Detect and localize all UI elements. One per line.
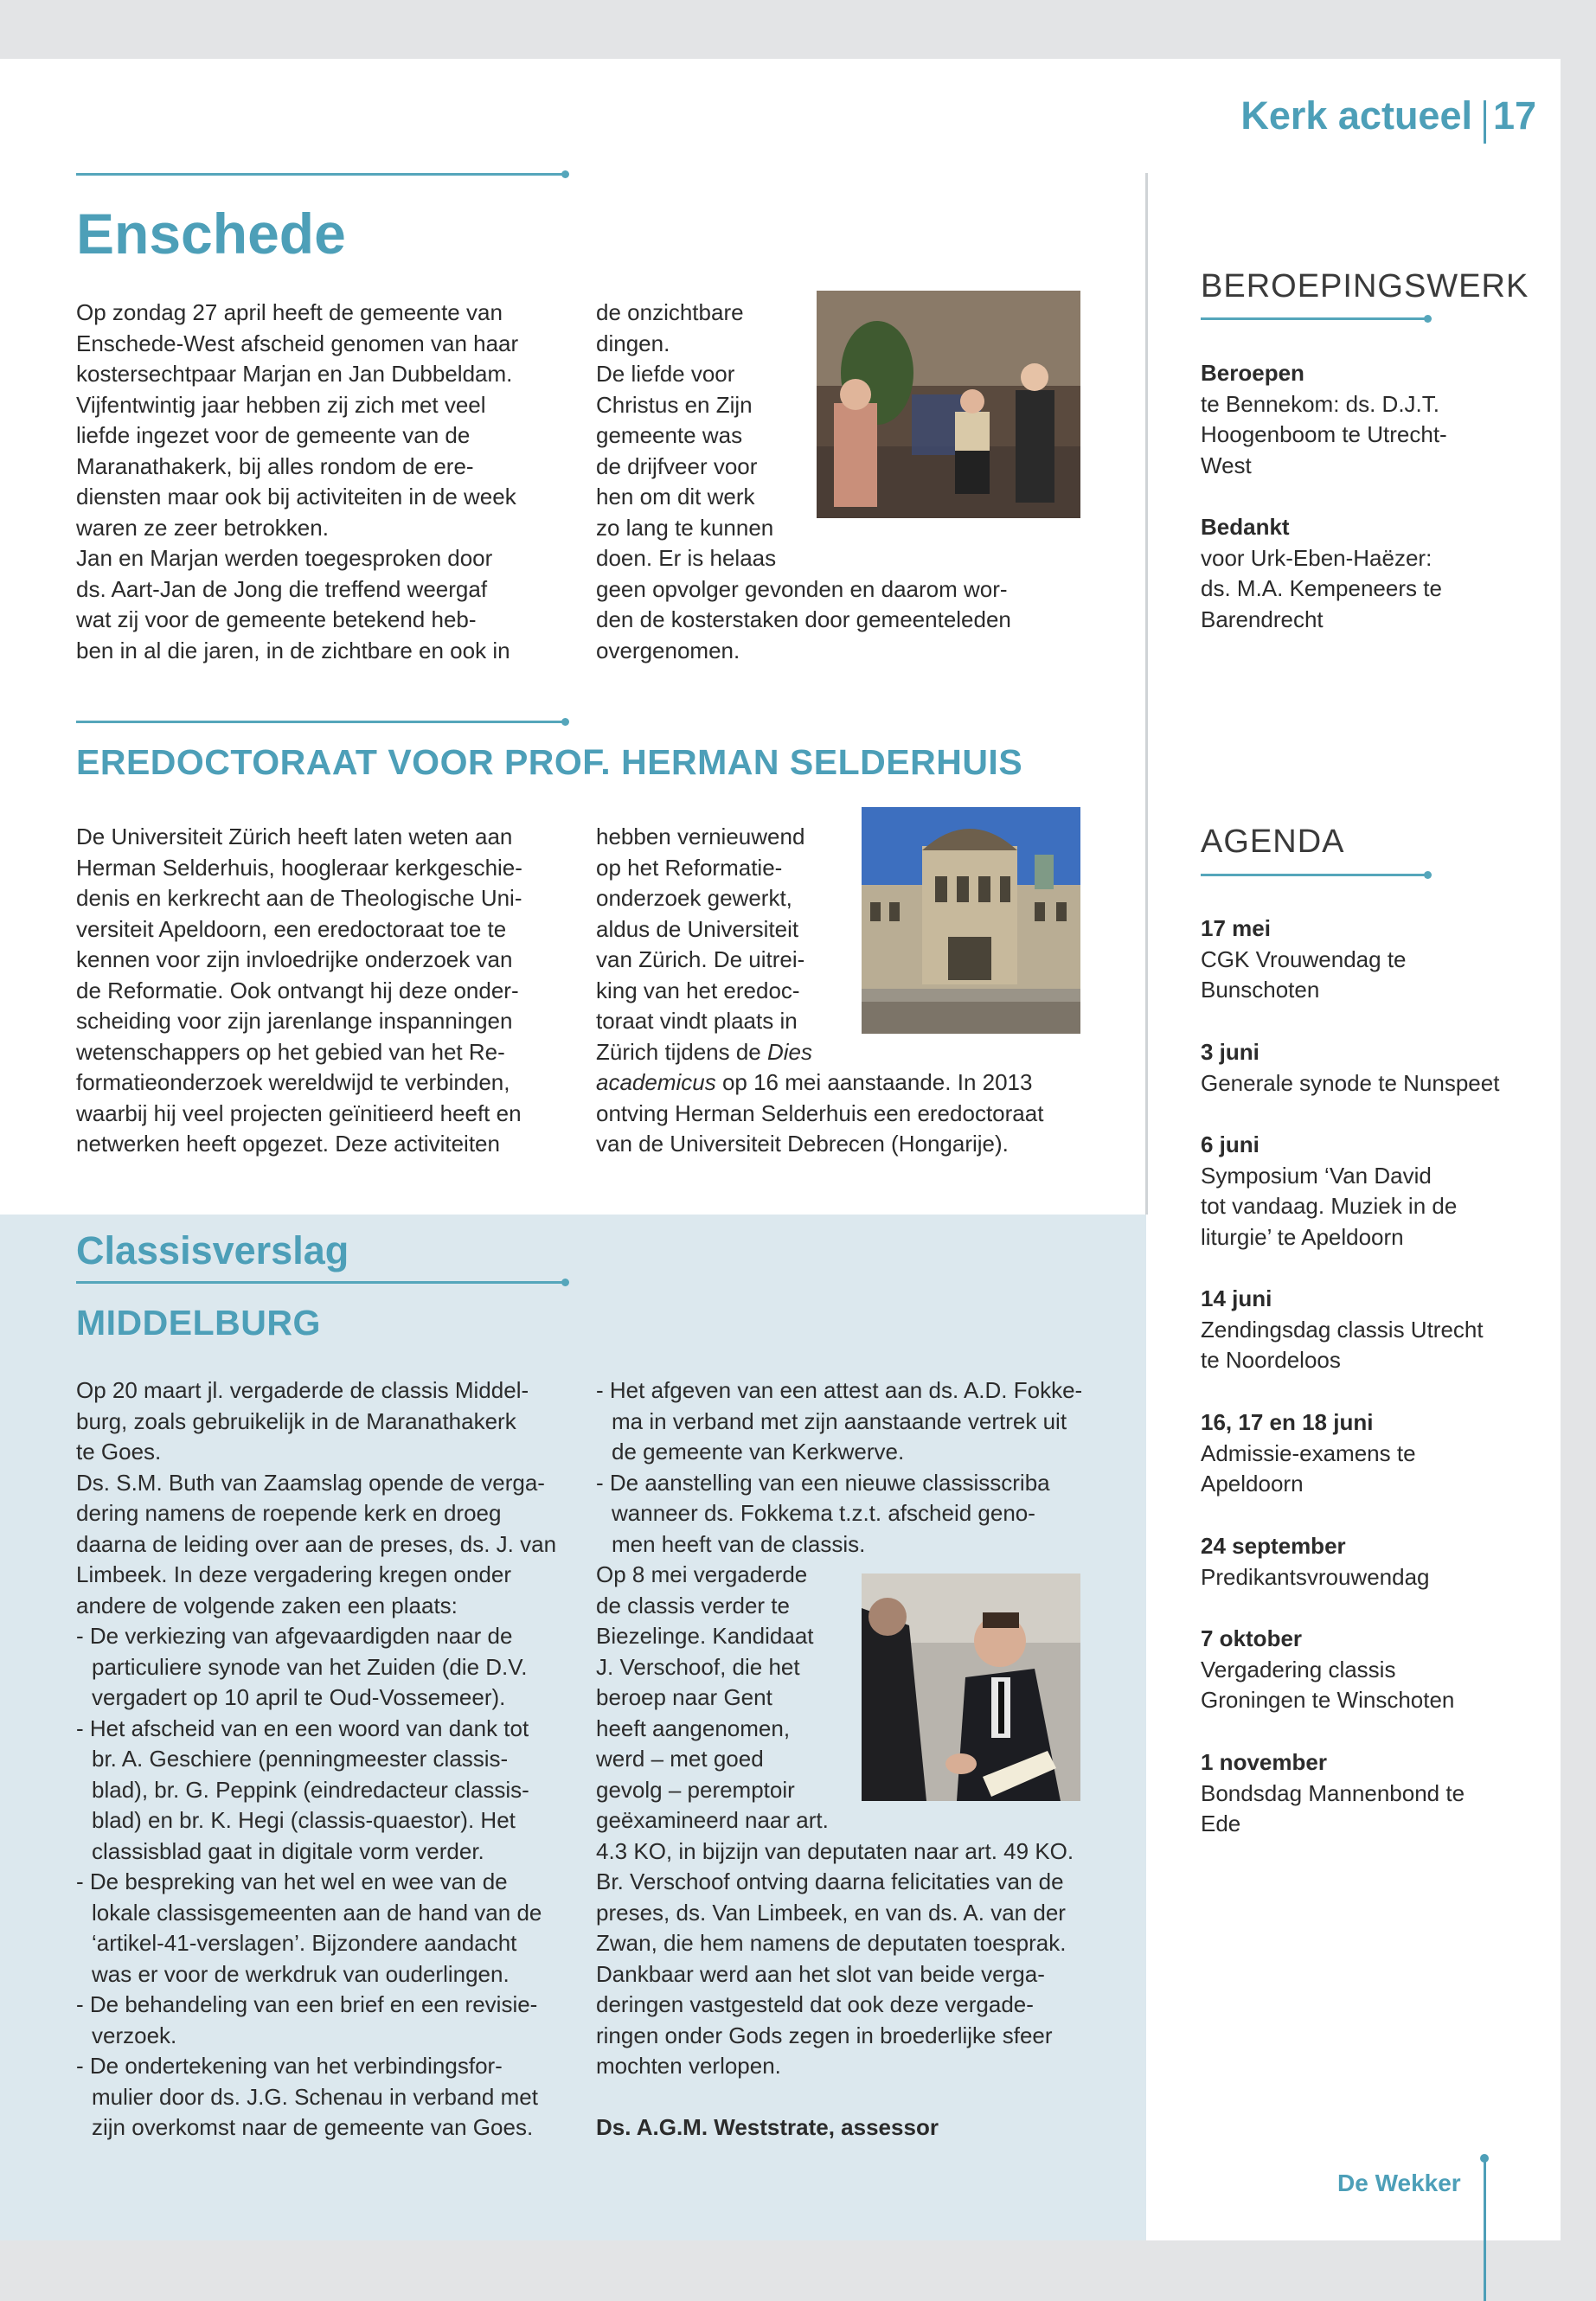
- agenda-item: [1201, 1531, 1547, 1593]
- text-line: blad), br. G. Peppink (eindredacteur classis-: [92, 1776, 529, 1803]
- text-line: dering namens de roepende kerk en droeg: [76, 1500, 502, 1526]
- text-line: aldus de Universiteit: [596, 915, 799, 942]
- text-line: king van het eredoc-: [596, 977, 800, 1003]
- text-line: doen. Er is helaas: [596, 545, 777, 571]
- text-line: van de Universiteit Debrecen (Hongarije).: [596, 1131, 1009, 1157]
- text-line: hebben vernieuwend: [596, 824, 805, 849]
- text-line: gemeente was: [596, 422, 743, 448]
- agenda-item: [1201, 913, 1547, 1006]
- agenda-date: 7 oktober: [1201, 1625, 1303, 1651]
- text-line: Jan en Marjan werden toegesproken door: [76, 545, 493, 571]
- right-margin-band: [1561, 59, 1596, 2240]
- text-line: Symposium ‘Van David: [1201, 1162, 1432, 1189]
- list-item: [76, 1714, 578, 1868]
- text-line: waarbij hij veel projecten geïnitieerd heeft en: [76, 1099, 522, 1126]
- text-line: mulier door ds. J.G. Schenau in verband met: [92, 2083, 538, 2110]
- text-line: CGK Vrouwendag te: [1201, 945, 1407, 972]
- text-line: toraat vindt plaats in: [596, 1008, 798, 1034]
- text-line: West: [1201, 452, 1252, 478]
- text-line: zijn overkomst naar de gemeente van Goes.: [92, 2114, 534, 2140]
- text-line: Ds. S.M. Buth van Zaamslag opende de verga-: [76, 1469, 545, 1496]
- text-line: versiteit Apeldoorn, een eredoctoraat toe te: [76, 915, 507, 942]
- text-line: lokale classisgemeenten aan de hand van de: [92, 1899, 542, 1926]
- text-line: burg, zoals gebruikelijk in de Maranathakerk: [76, 1407, 516, 1434]
- text-line: Christus en Zijn: [596, 391, 753, 418]
- page-header: [1220, 93, 1548, 145]
- text-line: geëxamineerd naar art.: [596, 1807, 829, 1833]
- text-line: Biezelinge. Kandidaat: [596, 1623, 814, 1649]
- text-line: ds. Aart-Jan de Jong die treffend weergaf: [76, 575, 488, 602]
- text-line: beroep naar Gent: [596, 1684, 772, 1710]
- text-line: Barendrecht: [1201, 606, 1324, 632]
- section-rule-enschede: [76, 173, 565, 176]
- text-line: Ede: [1201, 1811, 1241, 1836]
- text-line: - Het afscheid van en een woord van dank tot: [76, 1715, 529, 1741]
- text-line: ma in verband met zijn aanstaande vertrek uit: [612, 1407, 1067, 1434]
- text-line: 4.3 KO, in bijzijn van deputaten naar art. 49 KO.: [596, 1837, 1074, 1864]
- agenda-date: 1 november: [1201, 1749, 1327, 1775]
- agenda-date: 17 mei: [1201, 915, 1271, 941]
- text-line: zo lang te kunnen: [596, 514, 774, 541]
- text-line: voor Urk-Eben-Haëzer:: [1201, 544, 1433, 571]
- text-line: Limbeek. In deze vergadering kregen onder: [76, 1561, 511, 1587]
- text-line: werd – met goed: [596, 1746, 764, 1772]
- text-line: Apeldoorn: [1201, 1471, 1304, 1497]
- text-line: wetenschappers op het gebied van het Re-: [76, 1038, 505, 1065]
- text-line: Op 8 mei vergaderde: [596, 1561, 808, 1587]
- text-line: deringen vastgesteld dat ook deze vergade-: [596, 1991, 1034, 2017]
- agenda-date: 6 juni: [1201, 1131, 1259, 1157]
- text-line: liefde ingezet voor de gemeente van de: [76, 422, 471, 448]
- text-line: van Zürich. De uitrei-: [596, 946, 805, 972]
- text-line: Generale synode te Nunspeet: [1201, 1069, 1500, 1096]
- text-line: Enschede-West afscheid genomen van haar: [76, 330, 519, 356]
- text-line: blad) en br. K. Hegi (classis-quaestor). Het: [92, 1807, 516, 1833]
- text-line: - Het afgeven van een attest aan ds. A.D. Fokke-: [596, 1377, 1083, 1403]
- list-item: [76, 2051, 578, 2144]
- text-line: mochten verlopen.: [596, 2053, 781, 2079]
- text-line: de classis verder te: [596, 1592, 790, 1618]
- text-line: daarna de leiding over aan de preses, ds. J. van: [76, 1530, 557, 1557]
- sidebar-title-agenda: AGENDA: [1201, 824, 1345, 860]
- text-line: - De behandeling van een brief en een revisie-: [76, 1991, 538, 2017]
- footer-publication: De Wekker: [1337, 2170, 1461, 2196]
- section-rule-eredoctoraat: [76, 721, 565, 723]
- agenda-date: 16, 17 en 18 juni: [1201, 1409, 1374, 1435]
- text-line: ontving Herman Selderhuis een eredoctoraat: [596, 1099, 1044, 1126]
- text-line: Predikantsvrouwendag: [1201, 1563, 1430, 1590]
- agenda-item: [1201, 1037, 1555, 1099]
- text-line: wat zij voor de gemeente betekend heb-: [76, 606, 477, 632]
- text-line: particuliere synode van het Zuiden (die D.V.: [92, 1653, 528, 1680]
- text-line: Zendingsdag classis Utrecht: [1201, 1316, 1484, 1343]
- text-line: Zwan, die hem namens de deputaten toesprak.: [596, 1930, 1067, 1956]
- group-label: Bedankt: [1201, 514, 1290, 540]
- section-title-classisverslag: Classisverslag: [76, 1228, 349, 1272]
- list-item: [76, 1990, 578, 2051]
- text-line: Vergadering classis: [1201, 1656, 1396, 1682]
- text-line: [596, 1067, 1098, 1099]
- beroepen-group: [1201, 358, 1547, 481]
- text-line: ben in al die jaren, in de zichtbare en ook in: [76, 637, 510, 663]
- text-line: geen opvolger gevonden en daarom wor-: [596, 575, 1008, 602]
- agenda-date: 24 september: [1201, 1533, 1346, 1559]
- text-line: - De verkiezing van afgevaardigden naar de: [76, 1623, 513, 1649]
- italic-run: Dies: [766, 1038, 812, 1065]
- bedankt-group: [1201, 512, 1547, 635]
- text-line: liturgie’ te Apeldoorn: [1201, 1223, 1404, 1250]
- text-line: netwerken heeft opgezet. Deze activiteiten: [76, 1131, 500, 1157]
- text-line: vergadert op 10 april te Oud-Vossemeer).: [92, 1684, 506, 1710]
- text-line: verzoek.: [92, 2022, 177, 2048]
- text-line: gevolg – peremptoir: [596, 1776, 795, 1803]
- text-line: Op 20 maart jl. vergaderde de classis Middel-: [76, 1377, 529, 1403]
- top-margin-band: [0, 0, 1596, 59]
- text-line: De liefde voor: [596, 361, 735, 387]
- text-line: Herman Selderhuis, hoogleraar kerkgeschie-: [76, 854, 522, 881]
- text-line: Br. Verschoof ontving daarna felicitaties van de: [596, 1868, 1064, 1894]
- group-label: Beroepen: [1201, 360, 1304, 386]
- text-line: ‘artikel-41-verslagen’. Bijzondere aandacht: [92, 1930, 517, 1956]
- bottom-margin-band: [0, 2240, 1596, 2301]
- text-line: de onzichtbare: [596, 299, 744, 325]
- text-line: tot vandaag. Muziek in de: [1201, 1193, 1458, 1219]
- text-line: J. Verschoof, die het: [596, 1653, 800, 1680]
- text-line: onderzoek gewerkt,: [596, 885, 792, 911]
- text-line: kennen voor zijn invloedrijke onderzoek van: [76, 946, 513, 972]
- text-line: waren ze zeer betrokken.: [76, 514, 329, 541]
- text-line: was er voor de werkdruk van ouderlingen.: [92, 1960, 510, 1987]
- text-line: Bunschoten: [1201, 977, 1320, 1003]
- article-title-middelburg: MIDDELBURG: [76, 1303, 321, 1343]
- text-line: te Goes.: [76, 1439, 162, 1465]
- italic-run: academicus: [596, 1069, 716, 1095]
- agenda-item: [1201, 1624, 1547, 1716]
- text-line: Vijfentwintig jaar hebben zij zich met veel: [76, 391, 486, 418]
- text-line: Dankbaar werd aan het slot van beide verga-: [596, 1960, 1045, 1987]
- photo-farewell-koster-couple: [817, 291, 1080, 518]
- sidebar-rule-beroepingswerk: [1201, 317, 1427, 320]
- agenda-date: 3 juni: [1201, 1039, 1259, 1065]
- text-line: hen om dit werk: [596, 484, 755, 510]
- header-divider: [1484, 100, 1486, 144]
- text-line: de drijfveer voor: [596, 452, 758, 479]
- list-item: [596, 1375, 1106, 1468]
- agenda-item: [1201, 1407, 1547, 1500]
- text-run: Zürich tijdens de: [596, 1038, 767, 1065]
- enschede-column-1: [76, 298, 569, 666]
- text-line: - De aanstelling van een nieuwe classisscriba: [596, 1469, 1050, 1496]
- agenda-item: [1201, 1747, 1547, 1840]
- column-divider: [1145, 173, 1148, 1215]
- text-line: br. A. Geschiere (penningmeester classis-: [92, 1746, 509, 1772]
- text-line: ringen onder Gods zegen in broederlijke sfeer: [596, 2022, 1053, 2048]
- agenda-item: [1201, 1130, 1547, 1253]
- text-line: Maranathakerk, bij alles rondom de ere-: [76, 452, 474, 479]
- text-line: den de kosterstaken door gemeenteleden: [596, 606, 1011, 632]
- text-line: Hoogenboom te Utrecht-: [1201, 421, 1447, 447]
- text-line: formatieonderzoek wereldwijd te verbinden,: [76, 1069, 510, 1095]
- text-line: Admissie-examens te: [1201, 1439, 1416, 1466]
- text-line: scheiding voor zijn jarenlange inspanningen: [76, 1008, 513, 1034]
- text-line: - De bespreking van het wel en wee van de: [76, 1868, 508, 1894]
- sidebar-rule-agenda: [1201, 874, 1427, 876]
- text-line: De Universiteit Zürich heeft laten weten aan: [76, 824, 513, 849]
- text-line: Bondsdag Mannenbond te: [1201, 1779, 1465, 1806]
- classis-column-1: [76, 1375, 578, 2144]
- signature: Ds. A.G.M. Weststrate, assessor: [596, 2113, 939, 2140]
- eredoctoraat-column-1: [76, 822, 578, 1160]
- page-number: 17: [1492, 93, 1536, 138]
- section-rule-classis: [76, 1281, 565, 1284]
- text-line: de gemeente van Kerkwerve.: [612, 1439, 905, 1465]
- list-item: [596, 1468, 1106, 1561]
- text-line: classisblad gaat in digitale vorm verder.: [92, 1837, 484, 1864]
- article-title-enschede: Enschede: [76, 202, 346, 266]
- footer-divider-dot: [1480, 2154, 1489, 2163]
- text-line: kostersechtpaar Marjan en Jan Dubbeldam.: [76, 361, 513, 387]
- text-line: op het Reformatie-: [596, 854, 783, 881]
- text-line: Op zondag 27 april heeft de gemeente van: [76, 299, 503, 325]
- text-line: ds. M.A. Kempeneers te: [1201, 575, 1442, 601]
- text-line: preses, ds. Van Limbeek, en van ds. A. van der: [596, 1899, 1066, 1926]
- footer-divider: [1484, 2159, 1486, 2301]
- photo-handshake-verschoof: [862, 1574, 1080, 1801]
- section-title: Kerk actueel: [1240, 93, 1472, 138]
- article-title-eredoctoraat: EREDOCTORAAT VOOR PROF. HERMAN SELDERHUIS: [76, 742, 1023, 782]
- text-line: heeft aangenomen,: [596, 1715, 791, 1741]
- text-line: wanneer ds. Fokkema t.z.t. afscheid geno-: [612, 1500, 1035, 1526]
- text-line: men heeft van de classis.: [612, 1530, 866, 1557]
- text-line: - De ondertekening van het verbindingsfor-: [76, 2053, 503, 2079]
- text-line: Groningen te Winschoten: [1201, 1687, 1455, 1713]
- text-line: [596, 1037, 1098, 1068]
- text-line: andere de volgende zaken een plaats:: [76, 1592, 458, 1618]
- list-item: [76, 1867, 578, 1990]
- agenda-item: [1201, 1284, 1555, 1376]
- text-line: dingen.: [596, 330, 670, 356]
- sidebar-title-beroepingswerk: BEROEPINGSWERK: [1201, 268, 1529, 304]
- text-line: te Noordeloos: [1201, 1347, 1341, 1373]
- text-run: op 16 mei aanstaande. In 2013: [715, 1069, 1033, 1095]
- photo-university-zurich: [862, 807, 1080, 1034]
- text-line: de Reformatie. Ook ontvangt hij deze onder-: [76, 977, 519, 1003]
- agenda-date: 14 juni: [1201, 1285, 1272, 1311]
- text-line: overgenomen.: [596, 637, 740, 663]
- text-line: te Bennekom: ds. D.J.T.: [1201, 390, 1440, 417]
- list-item: [76, 1621, 578, 1714]
- text-line: diensten maar ook bij activiteiten in de week: [76, 484, 516, 510]
- text-line: denis en kerkrecht aan de Theologische Uni-: [76, 885, 522, 911]
